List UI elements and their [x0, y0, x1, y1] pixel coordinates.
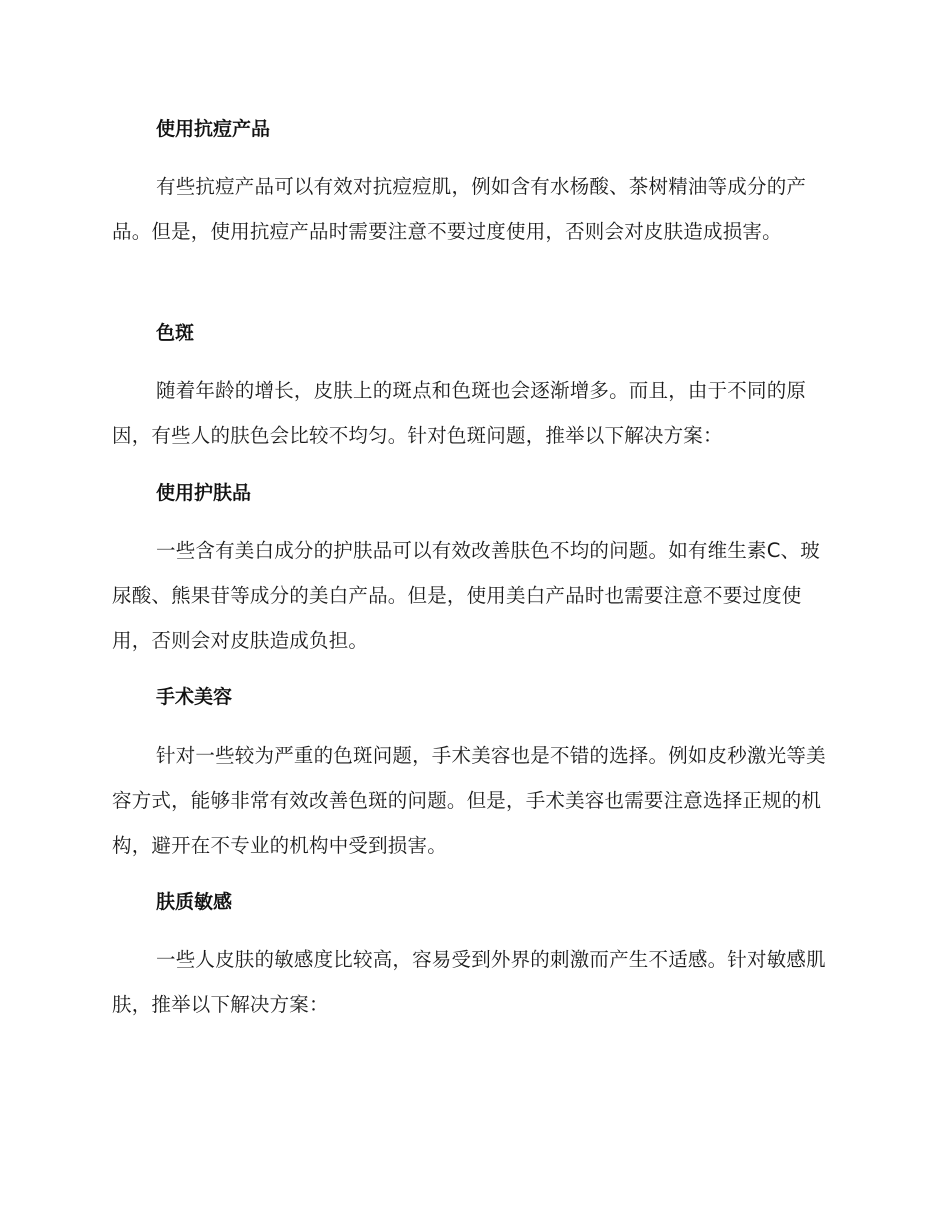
section-heading-anti-acne-products: 使用抗痘产品 [156, 118, 271, 140]
section-paragraph-skincare-products [112, 528, 830, 663]
paragraph-text: 针对一些较为严重的色斑问题，手术美容也是不错的选择。例如皮秒激光等美容方式，能够非常有效改善色斑的问题。但是，手术美容也需要注意选择正规的机构，避开在不专业的机构中受到损害。 [112, 744, 826, 857]
paragraph-text: 一些含有美白成分的护肤品可以有效改善肤色不均的问题。如有维生素C、玻尿酸、熊果苷等成分的美白产品。但是，使用美白产品时也需要注意不要过度使用，否则会对皮肤造成负担。 [112, 539, 820, 652]
section-heading-skincare-products: 使用护肤品 [156, 482, 252, 504]
section-paragraph-pigmentation [112, 368, 830, 458]
paragraph-text: 一些人皮肤的敏感度比较高，容易受到外界的刺激而产生不适感。针对敏感肌肤，推举以下解决方案： [112, 948, 826, 1016]
section-heading-pigmentation: 色斑 [156, 322, 195, 344]
section-heading-sensitive-skin: 肤质敏感 [156, 891, 233, 913]
section-heading-cosmetic-surgery: 手术美容 [156, 686, 233, 708]
section-paragraph-anti-acne-products [112, 164, 830, 254]
section-paragraph-cosmetic-surgery [112, 733, 830, 868]
section-paragraph-sensitive-skin [112, 937, 830, 1027]
paragraph-text: 随着年龄的增长，皮肤上的斑点和色斑也会逐渐增多。而且，由于不同的原因，有些人的肤色会比较不均匀。针对色斑问题，推举以下解决方案： [112, 379, 807, 447]
paragraph-text: 有些抗痘产品可以有效对抗痘痘肌，例如含有水杨酸、茶树精油等成分的产品。但是，使用抗痘产品时需要注意不要过度使用，否则会对皮肤造成损害。 [112, 175, 807, 243]
